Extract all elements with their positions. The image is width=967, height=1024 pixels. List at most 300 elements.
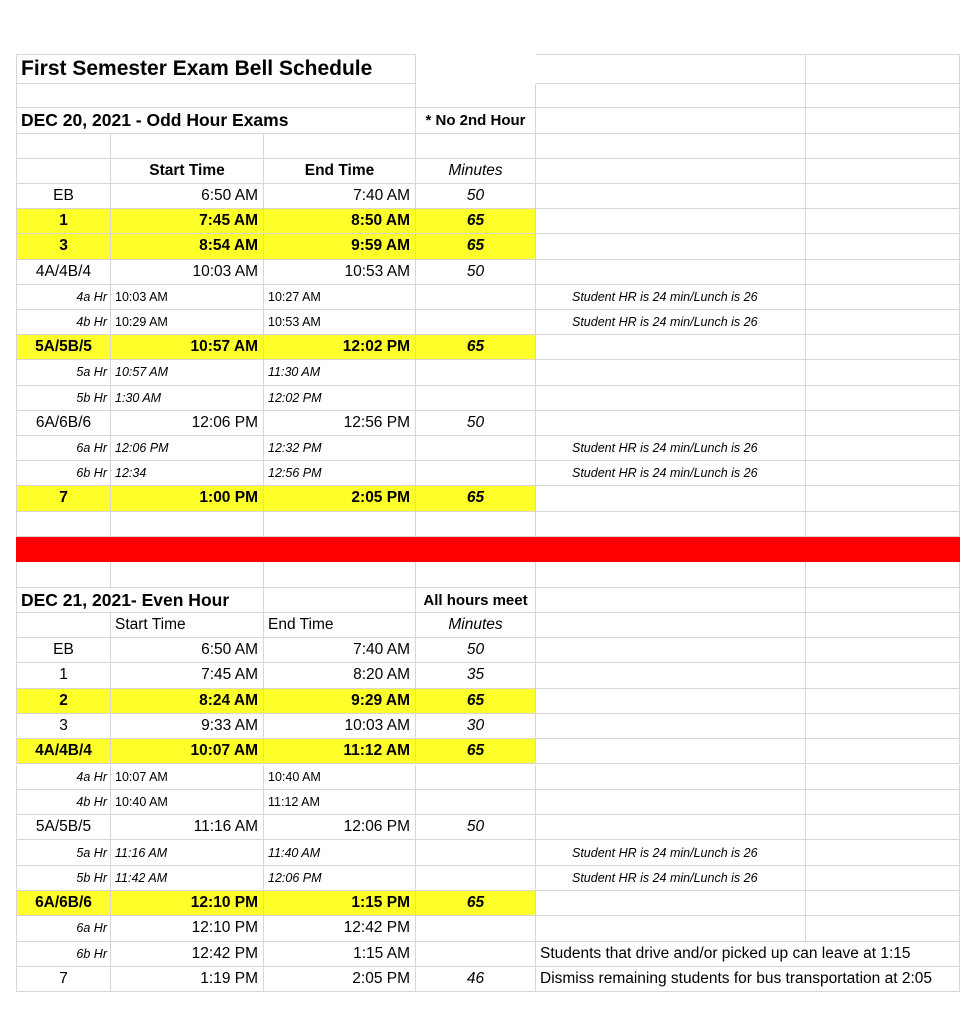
minutes-cell[interactable]	[416, 285, 536, 310]
end-time-cell[interactable]	[264, 739, 416, 764]
day1-heading-cell[interactable]	[16, 108, 416, 134]
end-time-cell-text: 11:12 AM	[268, 794, 320, 809]
end-time-cell[interactable]	[264, 285, 416, 310]
period-cell[interactable]	[16, 689, 111, 714]
start-time-cell[interactable]	[111, 714, 264, 739]
empty-cell[interactable]	[536, 335, 806, 360]
end-time-cell-text: 12:02 PM	[268, 390, 322, 405]
empty-cell[interactable]	[536, 108, 806, 134]
day1-minutes-header[interactable]	[416, 159, 536, 184]
start-time-cell-text: 8:24 AM	[199, 691, 258, 709]
sub-hour-cell[interactable]	[16, 916, 111, 941]
period-cell[interactable]	[16, 891, 111, 916]
note-text: Student HR is 24 min/Lunch is 26	[572, 870, 758, 885]
empty-cell[interactable]	[111, 562, 264, 588]
sub-hour-cell[interactable]	[16, 436, 111, 461]
minutes-cell[interactable]	[416, 739, 536, 764]
period-row	[16, 335, 960, 360]
empty-cell[interactable]	[536, 638, 806, 663]
period-row	[16, 486, 960, 511]
start-time-cell[interactable]	[111, 815, 264, 840]
empty-cell[interactable]	[806, 916, 960, 941]
sub-hour-row	[16, 840, 960, 865]
sub-hour-row	[16, 916, 960, 941]
period-cell[interactable]	[16, 260, 111, 285]
empty-cell[interactable]	[806, 285, 960, 310]
empty-cell[interactable]	[806, 815, 960, 840]
end-time-cell-text: 12:06 PM	[268, 870, 322, 885]
minutes-cell[interactable]	[416, 234, 536, 259]
start-time-cell-text: 6:50 AM	[201, 187, 258, 205]
note-text: Student HR is 24 min/Lunch is 26	[572, 845, 758, 860]
start-time-cell[interactable]	[111, 916, 264, 941]
period-cell-text: 5A/5B/5	[35, 818, 92, 836]
note-cell[interactable]	[536, 840, 806, 865]
period-cell[interactable]	[16, 411, 111, 436]
empty-cell[interactable]	[806, 134, 960, 159]
minutes-cell[interactable]	[416, 967, 536, 992]
start-time-cell[interactable]	[111, 790, 264, 815]
note-text: Dismiss remaining students for bus transportation at 2:05	[540, 970, 932, 988]
empty-cell[interactable]	[806, 714, 960, 739]
end-time-cell-text: 10:03 AM	[344, 717, 410, 735]
end-time-cell-text: 1:15 AM	[353, 944, 410, 962]
minutes-cell[interactable]	[416, 486, 536, 511]
empty-cell[interactable]	[536, 234, 806, 259]
minutes-cell[interactable]	[416, 335, 536, 360]
start-time-cell-text: 12:06 PM	[115, 441, 169, 456]
empty-cell[interactable]	[806, 108, 960, 134]
note-text: Student HR is 24 min/Lunch is 26	[572, 315, 758, 330]
note-cell[interactable]	[536, 436, 806, 461]
sub-hour-cell[interactable]	[16, 790, 111, 815]
empty-cell[interactable]	[806, 461, 960, 486]
day2-start-header[interactable]	[111, 613, 264, 638]
end-time-cell-text: 2:05 PM	[351, 489, 410, 507]
minutes-cell-text: 50	[466, 641, 485, 659]
empty-cell[interactable]	[416, 84, 536, 108]
start-time-cell[interactable]	[111, 184, 264, 209]
minutes-cell[interactable]	[416, 916, 536, 941]
period-cell[interactable]	[16, 815, 111, 840]
end-time-cell[interactable]	[264, 815, 416, 840]
start-time-cell[interactable]	[111, 689, 264, 714]
start-time-cell[interactable]	[111, 866, 264, 891]
empty-cell[interactable]	[806, 159, 960, 184]
end-time-cell[interactable]	[264, 234, 416, 259]
end-time-cell[interactable]	[264, 310, 416, 335]
schedule-sheet	[16, 54, 960, 994]
day-divider-bar	[16, 537, 960, 562]
start-time-cell-text: 6:50 AM	[201, 641, 258, 659]
minutes-cell-text: 35	[466, 666, 485, 684]
empty-cell[interactable]	[536, 512, 806, 537]
sub-hour-row	[16, 310, 960, 335]
end-time-cell[interactable]	[264, 891, 416, 916]
empty-cell[interactable]	[806, 790, 960, 815]
start-time-cell[interactable]	[111, 638, 264, 663]
start-time-cell-text: 11:16 AM	[115, 845, 168, 860]
note-cell[interactable]	[536, 967, 960, 992]
end-time-cell[interactable]	[264, 386, 416, 411]
end-time-cell[interactable]	[264, 790, 416, 815]
day2-note: All hours meet	[423, 591, 528, 609]
end-time-cell[interactable]	[264, 840, 416, 865]
empty-cell[interactable]	[806, 562, 960, 588]
empty-cell[interactable]	[806, 613, 960, 638]
start-time-cell[interactable]	[111, 942, 264, 967]
empty-cell[interactable]	[536, 159, 806, 184]
minutes-cell[interactable]	[416, 689, 536, 714]
sub-hour-cell[interactable]	[16, 461, 111, 486]
sub-hour-label: 4a Hr	[76, 769, 107, 784]
day1-note-cell[interactable]	[416, 108, 536, 134]
empty-cell[interactable]	[16, 562, 111, 588]
minutes-cell-text: 65	[466, 212, 485, 230]
note-text: Student HR is 24 min/Lunch is 26	[572, 441, 758, 456]
sub-hour-label: 5b Hr	[76, 870, 107, 885]
start-time-cell[interactable]	[111, 486, 264, 511]
empty-cell[interactable]	[806, 486, 960, 511]
start-time-cell-text: 1:30 AM	[115, 390, 162, 405]
empty-cell[interactable]	[536, 765, 806, 790]
empty-cell[interactable]	[536, 739, 806, 764]
start-time-cell-text: 10:07 AM	[190, 742, 258, 760]
empty-cell[interactable]	[536, 815, 806, 840]
empty-cell[interactable]	[536, 84, 806, 108]
minutes-cell-text: 65	[466, 742, 485, 760]
end-time-cell-text: 10:40 AM	[268, 769, 321, 784]
day1-start-header[interactable]	[111, 159, 264, 184]
column-label: End Time	[268, 616, 334, 633]
minutes-cell[interactable]	[416, 411, 536, 436]
start-time-cell-text: 10:57 AM	[115, 365, 169, 380]
empty-cell[interactable]	[536, 588, 806, 613]
note-cell[interactable]	[536, 285, 806, 310]
empty-cell[interactable]	[806, 234, 960, 259]
day2-note-cell[interactable]	[416, 588, 536, 613]
period-cell-text: 3	[59, 237, 68, 255]
minutes-cell[interactable]	[416, 891, 536, 916]
end-time-cell[interactable]	[264, 689, 416, 714]
minutes-cell-text: 65	[466, 489, 485, 507]
sub-hour-cell[interactable]	[16, 360, 111, 385]
start-time-cell[interactable]	[111, 461, 264, 486]
empty-cell[interactable]	[16, 159, 111, 184]
empty-cell[interactable]	[536, 562, 806, 588]
empty-cell[interactable]	[536, 689, 806, 714]
period-cell[interactable]	[16, 638, 111, 663]
empty-cell[interactable]	[806, 689, 960, 714]
period-cell-text: 4A/4B/4	[35, 262, 92, 280]
empty-cell[interactable]	[264, 562, 416, 588]
start-time-cell[interactable]	[111, 663, 264, 688]
sub-hour-label: 4a Hr	[76, 289, 107, 304]
start-time-cell-text: 8:54 AM	[199, 237, 258, 255]
empty-cell[interactable]	[806, 739, 960, 764]
minutes-cell[interactable]	[416, 942, 536, 967]
empty-cell[interactable]	[806, 260, 960, 285]
start-time-cell-text: 10:07 AM	[115, 769, 168, 784]
end-time-cell[interactable]	[264, 486, 416, 511]
day2-end-header[interactable]	[264, 613, 416, 638]
column-label: Minutes	[448, 162, 503, 179]
start-time-cell[interactable]	[111, 436, 264, 461]
minutes-cell[interactable]	[416, 815, 536, 840]
end-time-cell-text: 10:53 AM	[344, 262, 410, 280]
sub-hour-cell[interactable]	[16, 386, 111, 411]
empty-cell[interactable]	[806, 310, 960, 335]
end-time-cell-text: 7:40 AM	[353, 187, 410, 205]
note-text: Student HR is 24 min/Lunch is 26	[572, 289, 758, 304]
minutes-cell[interactable]	[416, 461, 536, 486]
empty-cell[interactable]	[806, 436, 960, 461]
end-time-cell[interactable]	[264, 916, 416, 941]
end-time-cell[interactable]	[264, 638, 416, 663]
end-time-cell-text: 11:30 AM	[268, 365, 321, 380]
start-time-cell[interactable]	[111, 209, 264, 234]
empty-cell[interactable]	[806, 184, 960, 209]
empty-cell[interactable]	[536, 134, 806, 159]
start-time-cell[interactable]	[111, 967, 264, 992]
day2-column-headers	[16, 613, 960, 638]
period-cell[interactable]	[16, 184, 111, 209]
end-time-cell[interactable]	[264, 942, 416, 967]
note-cell[interactable]	[536, 310, 806, 335]
sub-hour-label: 6a Hr	[76, 921, 107, 936]
minutes-cell[interactable]	[416, 436, 536, 461]
empty-cell[interactable]	[536, 613, 806, 638]
empty-cell[interactable]	[536, 916, 806, 941]
period-cell-text: 6A/6B/6	[35, 413, 92, 431]
empty-cell[interactable]	[806, 638, 960, 663]
minutes-cell[interactable]	[416, 638, 536, 663]
minutes-cell[interactable]	[416, 663, 536, 688]
spacer-row	[16, 512, 960, 537]
sub-hour-label: 6a Hr	[76, 441, 107, 456]
day1-end-header[interactable]	[264, 159, 416, 184]
minutes-cell[interactable]	[416, 260, 536, 285]
empty-cell[interactable]	[264, 588, 416, 613]
start-time-cell[interactable]	[111, 386, 264, 411]
period-cell[interactable]	[16, 486, 111, 511]
empty-cell[interactable]	[264, 512, 416, 537]
end-time-cell[interactable]	[264, 663, 416, 688]
empty-cell[interactable]	[536, 891, 806, 916]
note-cell[interactable]	[536, 461, 806, 486]
empty-cell[interactable]	[416, 562, 536, 588]
start-time-cell[interactable]	[111, 234, 264, 259]
period-row	[16, 689, 960, 714]
empty-cell[interactable]	[416, 512, 536, 537]
start-time-cell-text: 10:03 AM	[192, 262, 258, 280]
minutes-cell[interactable]	[416, 714, 536, 739]
minutes-cell[interactable]	[416, 790, 536, 815]
start-time-cell-text: 10:40 AM	[115, 794, 168, 809]
period-row	[16, 184, 960, 209]
period-row	[16, 967, 960, 992]
start-time-cell[interactable]	[111, 411, 264, 436]
sub-hour-row	[16, 436, 960, 461]
end-time-cell[interactable]	[264, 967, 416, 992]
empty-cell[interactable]	[16, 512, 111, 537]
minutes-cell[interactable]	[416, 209, 536, 234]
empty-cell[interactable]	[536, 209, 806, 234]
period-cell[interactable]	[16, 967, 111, 992]
empty-cell[interactable]	[806, 840, 960, 865]
minutes-cell[interactable]	[416, 386, 536, 411]
sub-hour-row	[16, 360, 960, 385]
empty-cell[interactable]	[16, 613, 111, 638]
period-cell-text: 7	[59, 970, 68, 988]
empty-cell[interactable]	[806, 588, 960, 613]
minutes-cell[interactable]	[416, 310, 536, 335]
period-row	[16, 260, 960, 285]
sub-hour-label: 5a Hr	[76, 845, 107, 860]
start-time-cell-text: 12:10 PM	[191, 919, 258, 937]
empty-cell[interactable]	[536, 663, 806, 688]
start-time-cell[interactable]	[111, 765, 264, 790]
end-time-cell-text: 8:20 AM	[353, 666, 410, 684]
empty-cell[interactable]	[806, 84, 960, 108]
start-time-cell-text: 12:06 PM	[191, 413, 258, 431]
period-cell[interactable]	[16, 335, 111, 360]
empty-cell[interactable]	[536, 411, 806, 436]
empty-cell[interactable]	[806, 866, 960, 891]
minutes-cell[interactable]	[416, 866, 536, 891]
day2-minutes-header[interactable]	[416, 613, 536, 638]
start-time-cell-text: 12:10 PM	[190, 894, 258, 912]
sub-hour-cell[interactable]	[16, 866, 111, 891]
empty-cell[interactable]	[536, 386, 806, 411]
empty-cell[interactable]	[16, 134, 111, 159]
minutes-cell[interactable]	[416, 840, 536, 865]
minutes-cell[interactable]	[416, 360, 536, 385]
empty-cell[interactable]	[536, 790, 806, 815]
empty-cell[interactable]	[16, 84, 416, 108]
start-time-cell-text: 11:16 AM	[193, 818, 258, 836]
sub-hour-cell[interactable]	[16, 942, 111, 967]
empty-cell[interactable]	[111, 134, 264, 159]
empty-cell[interactable]	[536, 360, 806, 385]
start-time-cell[interactable]	[111, 739, 264, 764]
end-time-cell[interactable]	[264, 184, 416, 209]
start-time-cell[interactable]	[111, 335, 264, 360]
period-cell[interactable]	[16, 209, 111, 234]
start-time-cell[interactable]	[111, 360, 264, 385]
empty-cell[interactable]	[806, 411, 960, 436]
start-time-cell[interactable]	[111, 285, 264, 310]
end-time-cell[interactable]	[264, 765, 416, 790]
end-time-cell[interactable]	[264, 360, 416, 385]
period-cell-text: 7	[59, 489, 68, 507]
period-cell[interactable]	[16, 234, 111, 259]
end-time-cell[interactable]	[264, 866, 416, 891]
empty-cell[interactable]	[111, 512, 264, 537]
empty-cell[interactable]	[806, 663, 960, 688]
minutes-cell[interactable]	[416, 184, 536, 209]
end-time-cell[interactable]	[264, 335, 416, 360]
minutes-cell-text: 65	[466, 338, 485, 356]
start-time-cell[interactable]	[111, 310, 264, 335]
empty-cell[interactable]	[806, 54, 960, 84]
sub-hour-cell[interactable]	[16, 840, 111, 865]
sub-hour-label: 5a Hr	[76, 365, 107, 380]
start-time-cell-text: 7:45 AM	[199, 212, 258, 230]
empty-cell[interactable]	[806, 360, 960, 385]
start-time-cell-text: 12:42 PM	[191, 944, 258, 962]
empty-cell[interactable]	[806, 335, 960, 360]
day2-heading: DEC 21, 2021- Even Hour	[21, 589, 230, 610]
end-time-cell[interactable]	[264, 411, 416, 436]
title-cell[interactable]	[16, 54, 416, 84]
start-time-cell-text: 11:42 AM	[115, 870, 168, 885]
empty-cell[interactable]	[536, 260, 806, 285]
end-time-cell-text: 9:59 AM	[351, 237, 410, 255]
start-time-cell[interactable]	[111, 840, 264, 865]
end-time-cell-text: 12:56 PM	[343, 413, 410, 431]
sub-hour-cell[interactable]	[16, 765, 111, 790]
period-cell[interactable]	[16, 663, 111, 688]
empty-cell[interactable]	[536, 184, 806, 209]
start-time-cell-text: 10:29 AM	[115, 315, 168, 330]
end-time-cell-text: 7:40 AM	[353, 641, 410, 659]
end-time-cell[interactable]	[264, 209, 416, 234]
sub-hour-cell[interactable]	[16, 285, 111, 310]
note-cell[interactable]	[536, 942, 960, 967]
note-cell[interactable]	[536, 866, 806, 891]
start-time-cell[interactable]	[111, 891, 264, 916]
sub-hour-label: 4b Hr	[76, 794, 107, 809]
empty-cell[interactable]	[806, 765, 960, 790]
end-time-cell[interactable]	[264, 714, 416, 739]
minutes-cell[interactable]	[416, 765, 536, 790]
start-time-cell-text: 9:33 AM	[201, 717, 258, 735]
period-cell[interactable]	[16, 714, 111, 739]
empty-cell[interactable]	[806, 209, 960, 234]
start-time-cell-text: 7:45 AM	[201, 666, 258, 684]
start-time-cell-text: 1:19 PM	[200, 970, 258, 988]
end-time-cell-text: 12:32 PM	[268, 441, 322, 456]
period-cell[interactable]	[16, 739, 111, 764]
spacer-row	[16, 134, 960, 159]
empty-cell[interactable]	[806, 512, 960, 537]
spacer-row	[16, 84, 960, 108]
end-time-cell[interactable]	[264, 436, 416, 461]
title-row	[16, 54, 960, 84]
empty-cell[interactable]	[806, 891, 960, 916]
empty-cell[interactable]	[806, 386, 960, 411]
start-time-cell-text: 10:03 AM	[115, 289, 168, 304]
day2-heading-row	[16, 588, 960, 613]
empty-cell[interactable]	[416, 134, 536, 159]
sub-hour-cell[interactable]	[16, 310, 111, 335]
empty-cell[interactable]	[536, 714, 806, 739]
minutes-cell-text: 50	[466, 413, 485, 431]
period-cell-text: 3	[59, 717, 68, 735]
empty-cell[interactable]	[536, 54, 806, 84]
end-time-cell[interactable]	[264, 461, 416, 486]
end-time-cell-text: 11:40 AM	[268, 845, 321, 860]
end-time-cell[interactable]	[264, 260, 416, 285]
day2-heading-cell[interactable]	[16, 588, 264, 613]
empty-cell[interactable]	[264, 134, 416, 159]
empty-cell[interactable]	[536, 486, 806, 511]
start-time-cell[interactable]	[111, 260, 264, 285]
end-time-cell-text: 12:02 PM	[342, 338, 410, 356]
column-label: End Time	[304, 162, 375, 179]
column-label: Start Time	[115, 616, 186, 633]
